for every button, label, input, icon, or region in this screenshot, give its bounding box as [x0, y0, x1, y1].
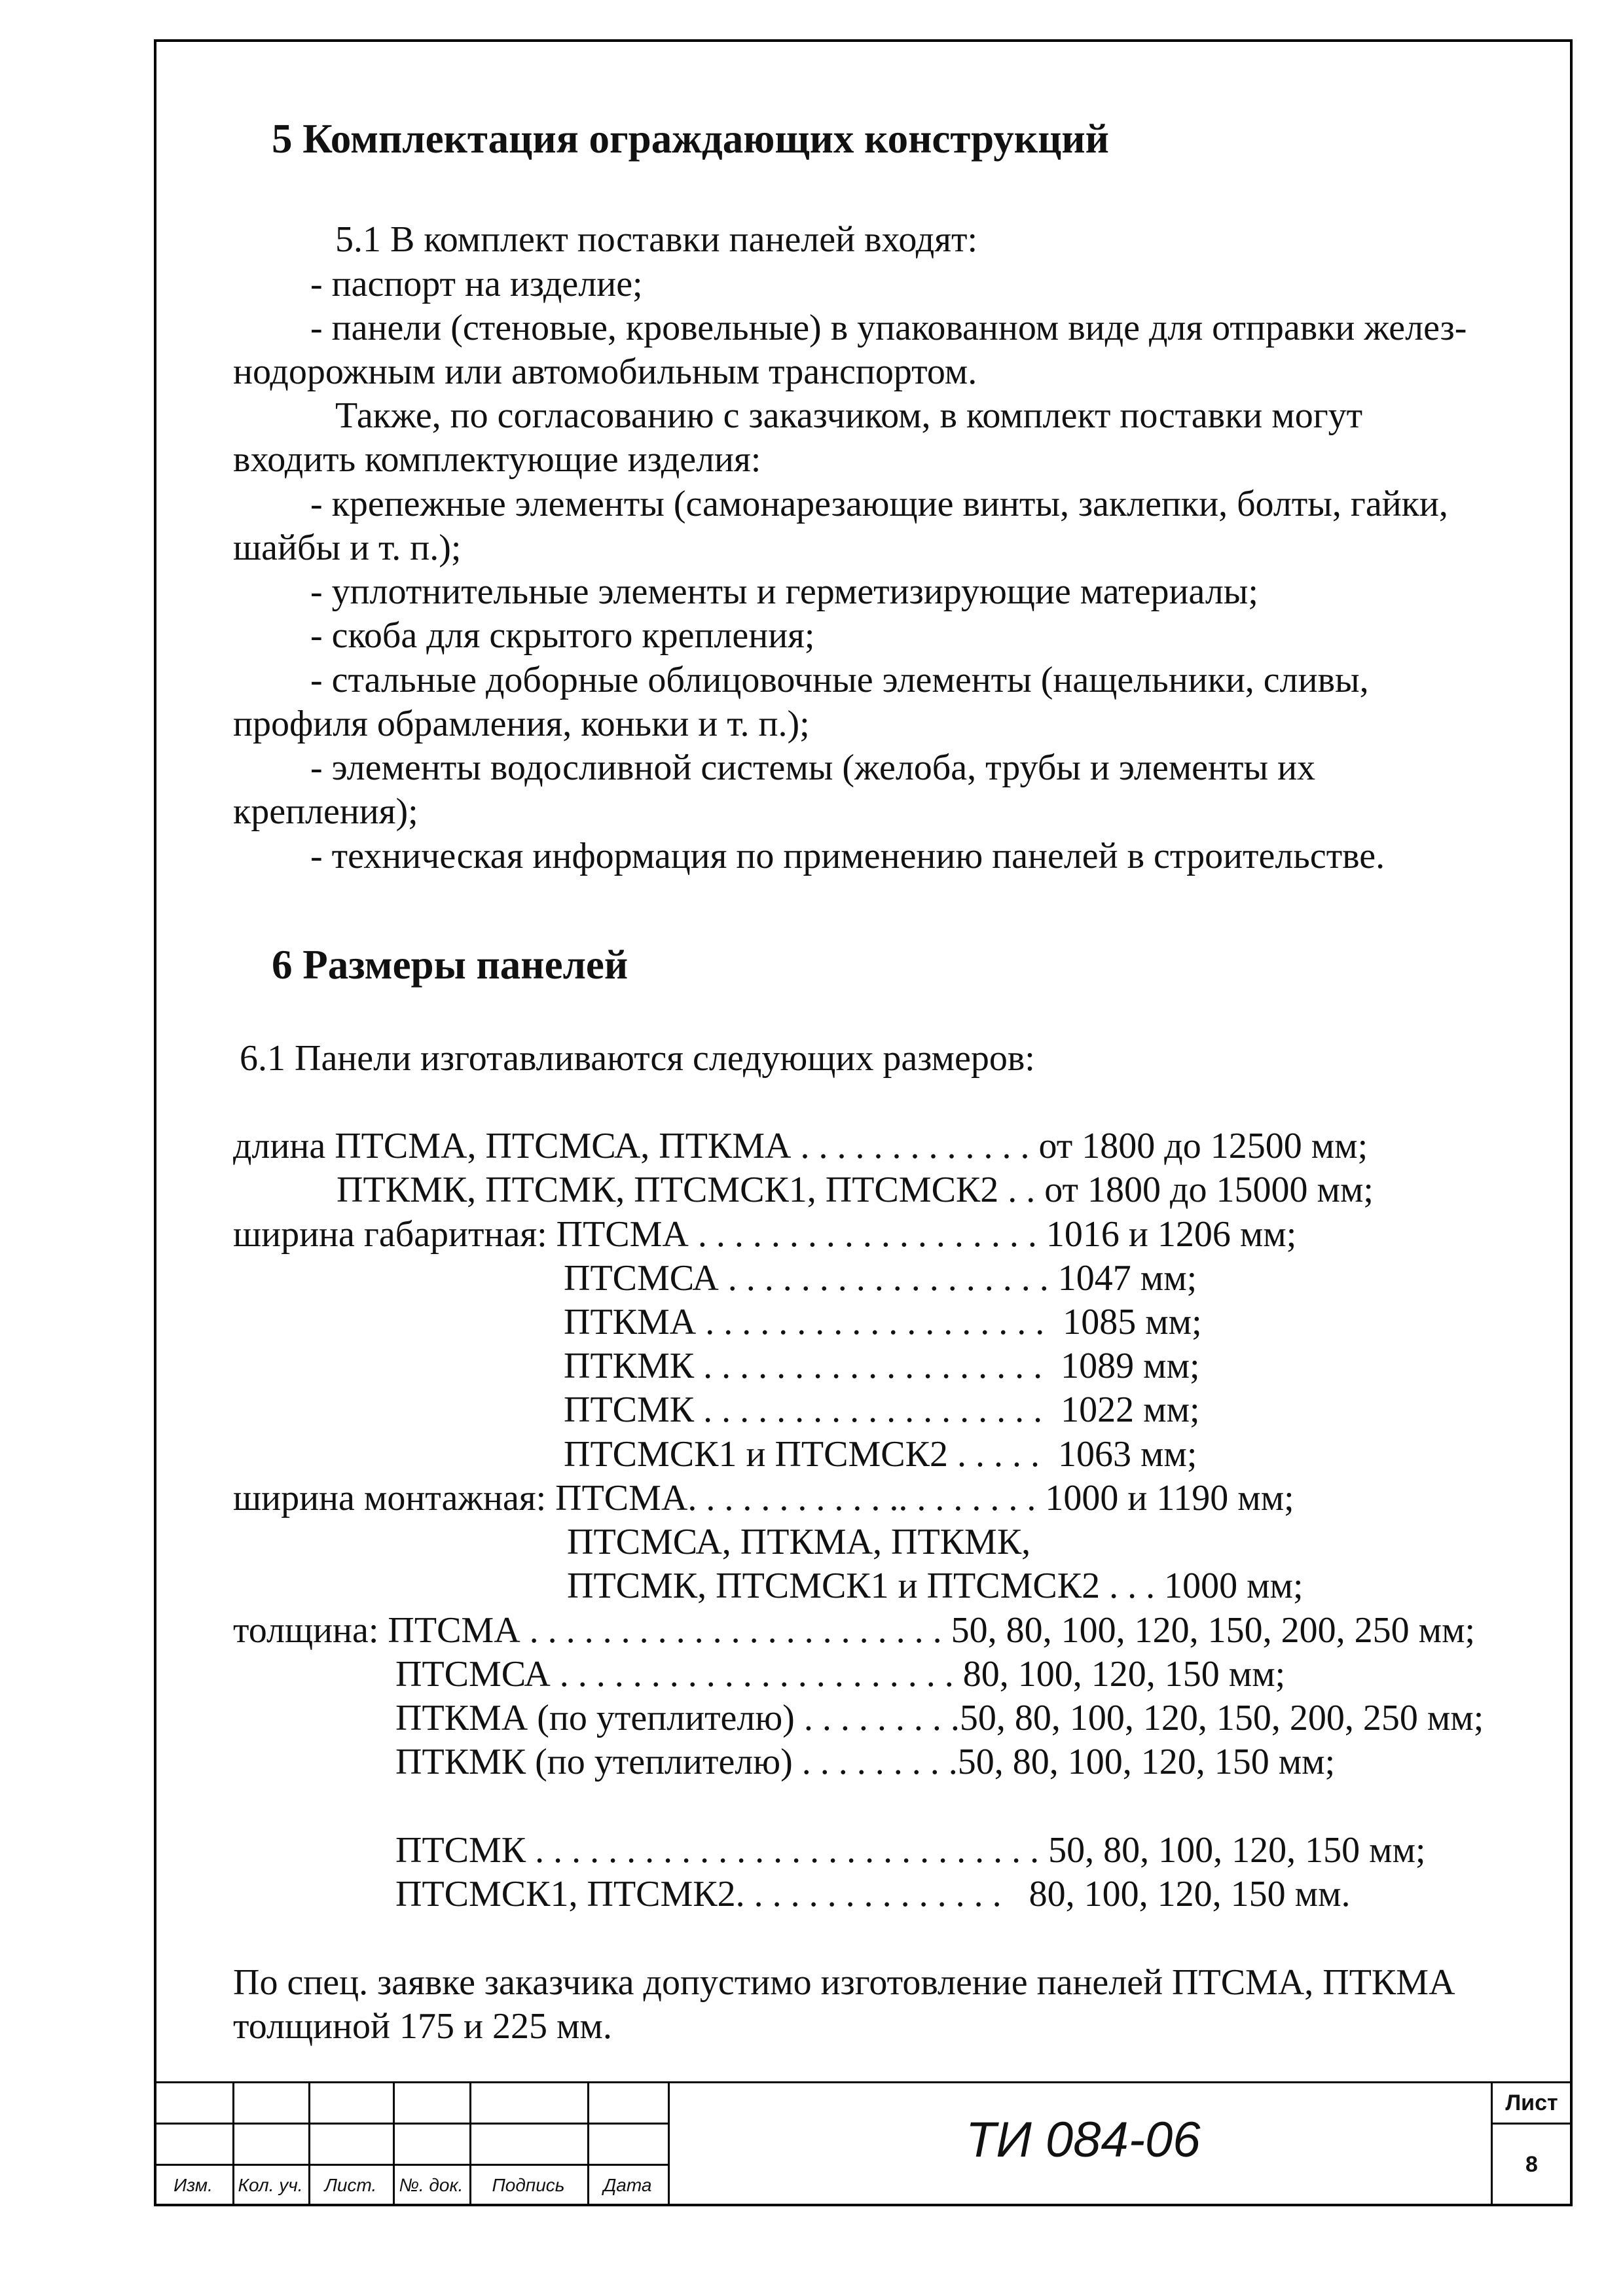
list-item: - паспорт на изделие; — [310, 264, 643, 304]
stamp-grid-line — [1491, 2123, 1573, 2125]
list-item: - техническая информация по применению панелей в строительстве. — [310, 836, 1385, 876]
stamp-col-doc-number: №. док. — [399, 2175, 464, 2195]
size-row: толщина: ПТСМА . . . . . . . . . . . . . . . . . . . . . . . 50, 80, 100, 120, 150, 200, 250 мм; — [233, 1610, 1476, 1651]
size-row: ПТСМК . . . . . . . . . . . . . . . . . . . . . . . . . . . . 50, 80, 100, 120, 150 мм; — [395, 1830, 1426, 1871]
title-block — [154, 2081, 1573, 2206]
stamp-col-date: Дата — [603, 2175, 652, 2195]
paragraph-line: профиля обрамления, коньки и т. п.); — [233, 704, 810, 744]
paragraph-line: 5.1 В комплект поставки панелей входят: — [335, 219, 978, 260]
paragraph-line: 6.1 Панели изготавливаются следующих размеров: — [240, 1038, 1035, 1079]
paragraph-line: Также, по согласованию с заказчиком, в комплект поставки могут — [335, 395, 1363, 436]
size-row: ПТКМК . . . . . . . . . . . . . . . . . . . 1089 мм; — [564, 1346, 1200, 1386]
list-item: - панели (стеновые, кровельные) в упакованном виде для отправки желез- — [310, 308, 1467, 348]
paragraph-line: шайбы и т. п.); — [233, 528, 462, 568]
stamp-top-border — [154, 2081, 1573, 2083]
size-row: ширина монтажная: ПТСМА. . . . . . . . . . . .. . . . . . . . 1000 и 1190 мм; — [233, 1478, 1294, 1518]
size-row: ПТСМК, ПТСМСК1 и ПТСМСК2 . . . 1000 мм; — [567, 1566, 1304, 1606]
section-6-heading: 6 Размеры панелей — [272, 942, 629, 988]
stamp-grid-line — [154, 2164, 668, 2166]
list-item: - скоба для скрытого крепления; — [310, 615, 815, 656]
sheet-label: Лист — [1505, 2090, 1558, 2115]
size-row: ширина габаритная: ПТСМА . . . . . . . . . . . . . . . . . . . 1016 и 1206 мм; — [233, 1214, 1297, 1255]
paragraph-line: крепления); — [233, 791, 418, 832]
stamp-col-izm: Изм. — [173, 2175, 213, 2195]
paragraph-line: нодорожным или автомобильным транспортом. — [233, 351, 977, 392]
stamp-grid-line — [668, 2081, 670, 2206]
size-row: ПТКМК (по утеплителю) . . . . . . . . .50, 80, 100, 120, 150 мм; — [395, 1742, 1336, 1782]
size-row: ПТСМК . . . . . . . . . . . . . . . . . . . 1022 мм; — [564, 1390, 1200, 1430]
stamp-col-kol-uch: Кол. уч. — [238, 2175, 303, 2195]
size-row: длина ПТСМА, ПТСМСА, ПТКМА . . . . . . . . . . . . . от 1800 до 12500 мм; — [233, 1126, 1368, 1166]
size-row: ПТСМСК1, ПТСМК2. . . . . . . . . . . . . . . 80, 100, 120, 150 мм. — [395, 1874, 1351, 1914]
list-item: - крепежные элементы (самонарезающие винты, заклепки, болты, гайки, — [310, 484, 1448, 524]
sheet-number: 8 — [1525, 2152, 1538, 2177]
size-row: ПТКМА (по утеплителю) . . . . . . . . .50, 80, 100, 120, 150, 200, 250 мм; — [395, 1698, 1484, 1738]
size-row: ПТКМК, ПТСМК, ПТСМСК1, ПТСМСК2 . . от 1800 до 15000 мм; — [337, 1170, 1374, 1210]
note-line: толщиной 175 и 225 мм. — [233, 2006, 612, 2047]
list-item: - уплотнительные элементы и герметизирующие материалы; — [310, 571, 1258, 612]
note-line: По спец. заявке заказчика допустимо изготовление панелей ПТСМА, ПТКМА — [233, 1962, 1455, 2003]
stamp-col-signature: Подпись — [492, 2175, 565, 2195]
size-row: ПТСМСА, ПТКМА, ПТКМК, — [567, 1522, 1031, 1562]
section-5-heading: 5 Комплектация ограждающих конструкций — [272, 116, 1109, 162]
size-row: ПТКМА . . . . . . . . . . . . . . . . . . . 1085 мм; — [564, 1302, 1202, 1342]
paragraph-line: входить комплектующие изделия: — [233, 439, 761, 480]
size-row: ПТСМСК1 и ПТСМСК2 . . . . . 1063 мм; — [564, 1434, 1197, 1475]
stamp-grid-line — [154, 2123, 668, 2125]
list-item: - элементы водосливной системы (желоба, трубы и элементы их — [310, 747, 1316, 788]
stamp-col-list: Лист. — [324, 2175, 377, 2195]
size-row: ПТСМСА . . . . . . . . . . . . . . . . . . 1047 мм; — [564, 1258, 1197, 1299]
list-item: - стальные доборные облицовочные элементы (нащельники, сливы, — [310, 660, 1369, 700]
document-code: ТИ 084-06 — [966, 2112, 1201, 2168]
size-row: ПТСМСА . . . . . . . . . . . . . . . . . . . . . . 80, 100, 120, 150 мм; — [395, 1654, 1286, 1695]
